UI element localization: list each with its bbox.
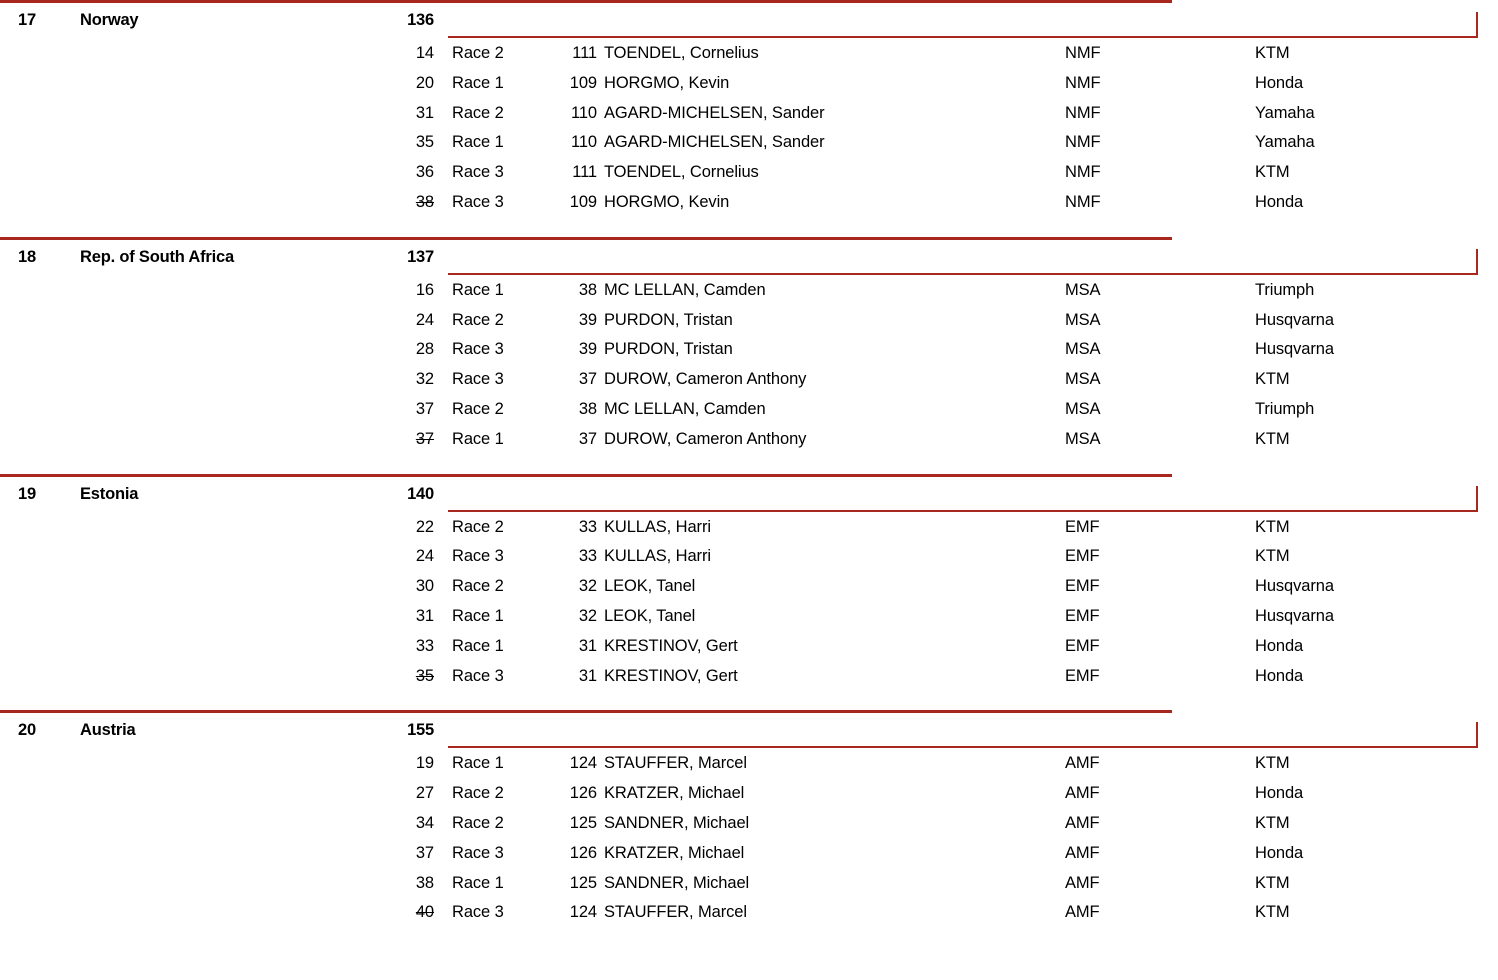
rider-number: 37 xyxy=(578,370,597,389)
rider-federation: MSA xyxy=(1065,340,1101,359)
rider-race-label: Race 1 xyxy=(452,133,504,152)
rider-points: 14 xyxy=(415,44,434,62)
team-rank: 19 xyxy=(18,484,36,503)
rider-number: 125 xyxy=(569,873,597,892)
rider-points: 37 xyxy=(415,399,434,418)
rider-name: DUROW, Cameron Anthony xyxy=(604,370,807,389)
rider-race-label: Race 3 xyxy=(452,666,504,685)
rider-number: 32 xyxy=(578,577,597,596)
rider-points: 37 xyxy=(415,843,434,862)
rider-bike-brand: KTM xyxy=(1255,370,1290,389)
rider-points: 16 xyxy=(415,280,434,299)
rider-federation: MSA xyxy=(1065,429,1101,448)
team-block xyxy=(0,0,1498,221)
rider-federation: AMF xyxy=(1065,873,1100,892)
rider-bike-brand: KTM xyxy=(1255,903,1290,922)
table-row xyxy=(0,131,1498,161)
rider-bike-brand: KTM xyxy=(1255,754,1290,773)
rider-name: TOENDEL, Cornelius xyxy=(604,163,759,182)
rider-result-table xyxy=(0,510,1498,695)
rider-number: 110 xyxy=(570,103,597,122)
table-row xyxy=(0,72,1498,102)
rider-number: 109 xyxy=(569,192,597,211)
team-block xyxy=(0,710,1498,931)
team-total-points: 140 xyxy=(407,484,434,503)
rider-points: 30 xyxy=(415,577,434,596)
rider-number: 110 xyxy=(570,133,597,152)
table-row xyxy=(0,575,1498,605)
table-row xyxy=(0,516,1498,546)
rider-result-table xyxy=(0,36,1498,221)
rider-bike-brand: Yamaha xyxy=(1255,103,1315,122)
rider-points: 24 xyxy=(415,547,434,566)
team-total-points: 136 xyxy=(407,11,434,29)
rider-bike-brand: Husqvarna xyxy=(1255,340,1334,359)
rider-points: 28 xyxy=(415,340,434,359)
rider-federation: EMF xyxy=(1065,577,1100,596)
rider-number: 39 xyxy=(578,310,597,329)
team-block xyxy=(0,237,1498,458)
rider-bike-brand: Honda xyxy=(1255,192,1304,211)
table-row xyxy=(0,161,1498,191)
table-row xyxy=(0,42,1498,72)
team-header xyxy=(0,474,1498,510)
rider-federation: NMF xyxy=(1065,133,1101,152)
rider-name: LEOK, Tanel xyxy=(604,606,696,625)
table-row xyxy=(0,635,1498,665)
team-rank: 17 xyxy=(18,11,36,29)
rider-race-label: Race 3 xyxy=(452,163,504,182)
rider-points: 35 xyxy=(415,133,434,152)
rider-number: 124 xyxy=(569,903,597,922)
rider-race-label: Race 3 xyxy=(452,192,504,211)
block-spacer xyxy=(0,694,1498,710)
rider-bike-brand: KTM xyxy=(1255,547,1290,566)
table-row xyxy=(0,782,1498,812)
rider-name: HORGMO, Kevin xyxy=(604,192,730,211)
team-total-points: 155 xyxy=(407,721,434,740)
rider-result-table xyxy=(0,273,1498,458)
team-total-points: 137 xyxy=(407,247,434,266)
table-row xyxy=(0,338,1498,368)
rider-name: PURDON, Tristan xyxy=(604,340,733,359)
team-block xyxy=(0,474,1498,695)
rider-points-dropped: 35 xyxy=(415,666,434,685)
rider-federation: AMF xyxy=(1065,903,1100,922)
rider-race-label: Race 3 xyxy=(452,843,504,862)
rider-race-label: Race 1 xyxy=(452,636,504,655)
rider-number: 31 xyxy=(578,636,597,655)
rider-bike-brand: Honda xyxy=(1255,843,1304,862)
rider-race-label: Race 2 xyxy=(452,103,504,122)
rider-race-label: Race 2 xyxy=(452,813,504,832)
rider-bike-brand: Yamaha xyxy=(1255,133,1315,152)
rider-bike-brand: KTM xyxy=(1255,44,1290,62)
rider-points-dropped: 38 xyxy=(415,192,434,211)
team-country-name: Norway xyxy=(80,11,139,29)
team-rank: 18 xyxy=(18,247,36,266)
rider-race-label: Race 3 xyxy=(452,903,504,922)
rider-federation: MSA xyxy=(1065,280,1101,299)
rider-federation: AMF xyxy=(1065,843,1100,862)
rider-name: KRATZER, Michael xyxy=(604,784,745,803)
rider-name: PURDON, Tristan xyxy=(604,310,733,329)
rider-race-label: Race 2 xyxy=(452,44,504,62)
rider-bike-brand: Husqvarna xyxy=(1255,606,1334,625)
rider-federation: EMF xyxy=(1065,666,1100,685)
rider-name: AGARD-MICHELSEN, Sander xyxy=(604,103,825,122)
table-row xyxy=(0,428,1498,458)
rider-table-divider xyxy=(448,36,1478,38)
table-row xyxy=(0,752,1498,782)
rider-result-table xyxy=(0,746,1498,931)
rider-points: 31 xyxy=(415,606,434,625)
table-row xyxy=(0,842,1498,872)
rider-table-divider xyxy=(448,273,1478,275)
rider-name: MC LELLAN, Camden xyxy=(604,399,766,418)
rider-number: 125 xyxy=(569,813,597,832)
rider-name: MC LELLAN, Camden xyxy=(604,280,766,299)
rider-federation: EMF xyxy=(1065,636,1100,655)
block-spacer xyxy=(0,221,1498,237)
rider-number: 37 xyxy=(578,429,597,448)
table-row xyxy=(0,812,1498,842)
rider-federation: NMF xyxy=(1065,73,1101,92)
rider-race-label: Race 3 xyxy=(452,547,504,566)
block-spacer xyxy=(0,931,1498,947)
rider-points: 31 xyxy=(415,103,434,122)
rider-name: TOENDEL, Cornelius xyxy=(604,44,759,62)
rider-federation: AMF xyxy=(1065,813,1100,832)
rider-bike-brand: Husqvarna xyxy=(1255,310,1334,329)
team-country-name: Rep. of South Africa xyxy=(80,247,234,266)
rider-race-label: Race 1 xyxy=(452,873,504,892)
rider-number: 126 xyxy=(569,784,597,803)
rider-federation: NMF xyxy=(1065,163,1101,182)
team-country-name: Austria xyxy=(80,721,136,740)
table-row xyxy=(0,665,1498,695)
rider-number: 32 xyxy=(578,606,597,625)
rider-number: 111 xyxy=(572,163,597,182)
rider-federation: EMF xyxy=(1065,547,1100,566)
rider-bike-brand: KTM xyxy=(1255,429,1290,448)
rider-number: 38 xyxy=(578,280,597,299)
rider-bike-brand: KTM xyxy=(1255,517,1290,536)
rider-federation: MSA xyxy=(1065,310,1101,329)
rider-race-label: Race 1 xyxy=(452,606,504,625)
rider-race-label: Race 3 xyxy=(452,370,504,389)
rider-name: STAUFFER, Marcel xyxy=(604,903,747,922)
rider-number: 33 xyxy=(578,517,597,536)
rider-number: 124 xyxy=(569,754,597,773)
rider-points: 38 xyxy=(415,873,434,892)
rider-points: 32 xyxy=(415,370,434,389)
rider-name: HORGMO, Kevin xyxy=(604,73,730,92)
rider-bike-brand: KTM xyxy=(1255,873,1290,892)
team-rank: 20 xyxy=(18,721,36,740)
rider-federation: EMF xyxy=(1065,517,1100,536)
table-row xyxy=(0,872,1498,902)
rider-bike-brand: Honda xyxy=(1255,636,1304,655)
rider-race-label: Race 2 xyxy=(452,577,504,596)
rider-federation: NMF xyxy=(1065,44,1101,62)
rider-name: KULLAS, Harri xyxy=(604,517,711,536)
table-row xyxy=(0,309,1498,339)
rider-race-label: Race 1 xyxy=(452,429,504,448)
rider-bike-brand: Husqvarna xyxy=(1255,577,1334,596)
rider-points: 24 xyxy=(415,310,434,329)
rider-federation: AMF xyxy=(1065,784,1100,803)
rider-points: 27 xyxy=(415,784,434,803)
rider-bike-brand: Triumph xyxy=(1255,280,1315,299)
table-row xyxy=(0,901,1498,931)
rider-race-label: Race 1 xyxy=(452,280,504,299)
table-row xyxy=(0,279,1498,309)
rider-name: KRATZER, Michael xyxy=(604,843,745,862)
table-row xyxy=(0,398,1498,428)
team-country-name: Estonia xyxy=(80,484,139,503)
rider-name: LEOK, Tanel xyxy=(604,577,696,596)
rider-federation: MSA xyxy=(1065,399,1101,418)
rider-number: 39 xyxy=(578,340,597,359)
rider-name: STAUFFER, Marcel xyxy=(604,754,747,773)
rider-points: 22 xyxy=(415,517,434,536)
rider-table-divider xyxy=(448,510,1478,512)
rider-race-label: Race 3 xyxy=(452,340,504,359)
table-row xyxy=(0,102,1498,132)
rider-federation: MSA xyxy=(1065,370,1101,389)
rider-name: AGARD-MICHELSEN, Sander xyxy=(604,133,825,152)
rider-bike-brand: Honda xyxy=(1255,784,1304,803)
rider-points: 19 xyxy=(415,754,434,773)
table-row xyxy=(0,605,1498,635)
rider-federation: EMF xyxy=(1065,606,1100,625)
rider-race-label: Race 2 xyxy=(452,784,504,803)
rider-bike-brand: Triumph xyxy=(1255,399,1315,418)
rider-name: KRESTINOV, Gert xyxy=(604,636,738,655)
table-row xyxy=(0,545,1498,575)
rider-federation: NMF xyxy=(1065,103,1101,122)
rider-points: 33 xyxy=(415,636,434,655)
rider-race-label: Race 2 xyxy=(452,310,504,329)
rider-federation: AMF xyxy=(1065,754,1100,773)
rider-points: 34 xyxy=(415,813,434,832)
rider-name: SANDNER, Michael xyxy=(604,813,750,832)
rider-federation: NMF xyxy=(1065,192,1101,211)
rider-bike-brand: KTM xyxy=(1255,813,1290,832)
table-row xyxy=(0,368,1498,398)
rider-bike-brand: Honda xyxy=(1255,666,1304,685)
team-header xyxy=(0,0,1498,36)
rider-number: 33 xyxy=(578,547,597,566)
rider-name: DUROW, Cameron Anthony xyxy=(604,429,807,448)
rider-number: 111 xyxy=(572,44,597,62)
rider-name: KRESTINOV, Gert xyxy=(604,666,738,685)
team-header xyxy=(0,237,1498,273)
rider-name: KULLAS, Harri xyxy=(604,547,711,566)
rider-race-label: Race 1 xyxy=(452,754,504,773)
rider-bike-brand: KTM xyxy=(1255,163,1290,182)
rider-points-dropped: 40 xyxy=(415,903,434,922)
rider-number: 109 xyxy=(569,73,597,92)
rider-number: 38 xyxy=(578,399,597,418)
rider-number: 31 xyxy=(578,666,597,685)
rider-table-divider xyxy=(448,746,1478,748)
rider-race-label: Race 2 xyxy=(452,399,504,418)
team-header xyxy=(0,710,1498,746)
block-spacer xyxy=(0,458,1498,474)
rider-race-label: Race 2 xyxy=(452,517,504,536)
rider-points: 36 xyxy=(415,163,434,182)
table-row xyxy=(0,191,1498,221)
rider-race-label: Race 1 xyxy=(452,73,504,92)
rider-bike-brand: Honda xyxy=(1255,73,1304,92)
rider-points-dropped: 37 xyxy=(415,429,434,448)
rider-number: 126 xyxy=(569,843,597,862)
rider-points: 20 xyxy=(415,73,434,92)
rider-name: SANDNER, Michael xyxy=(604,873,750,892)
